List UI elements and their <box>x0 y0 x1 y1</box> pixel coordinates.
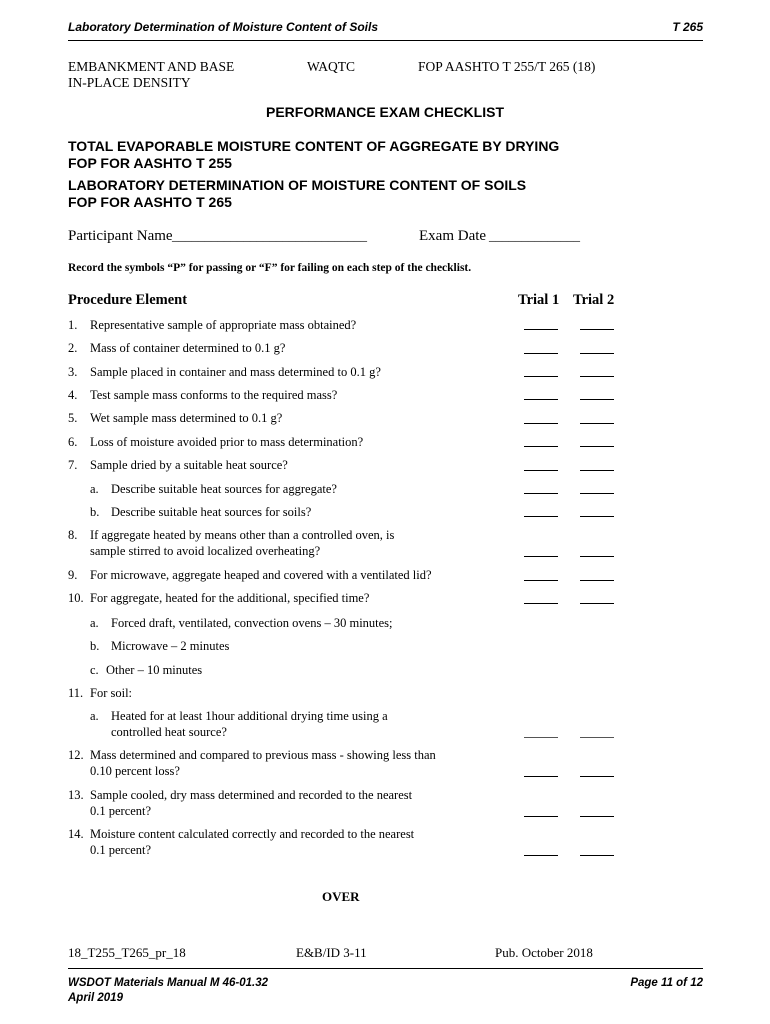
running-header-title: Laboratory Determination of Moisture Content of Soils <box>68 20 379 34</box>
item-text: For aggregate, heated for the additional, specified time? <box>90 591 370 605</box>
publication-date: Pub. October 2018 <box>495 945 593 960</box>
item-number: c. <box>90 663 99 677</box>
trial-1-heading: Trial 1 <box>518 292 560 308</box>
manual-date: April 2019 <box>68 992 123 1004</box>
item-number: 4. <box>68 388 78 402</box>
item-text: Forced draft, ventilated, convection ovens – 30 minutes; <box>111 616 393 630</box>
item-number: a. <box>90 482 99 496</box>
item-text: 0.1 percent? <box>90 843 152 857</box>
instructions: Record the symbols “P” for passing or “F” for failing on each step of the checklist. <box>68 262 472 274</box>
heading-line-1: TOTAL EVAPORABLE MOISTURE CONTENT OF AGGREGATE BY DRYING <box>68 138 560 154</box>
trial-1-blank[interactable] <box>524 423 558 424</box>
item-number: 10. <box>68 591 84 605</box>
trial-1-blank[interactable] <box>524 399 558 400</box>
item-number: 5. <box>68 411 78 425</box>
item-text: Heated for at least 1hour additional drying time using a <box>111 709 388 723</box>
item-text: For microwave, aggregate heaped and covered with a ventilated lid? <box>90 568 432 582</box>
trial-1-blank[interactable] <box>524 470 558 471</box>
running-header-code: T 265 <box>672 20 703 34</box>
participant-name-label: Participant Name <box>68 228 173 244</box>
running-header <box>68 20 703 41</box>
item-text: Wet sample mass determined to 0.1 g? <box>90 411 283 425</box>
item-text: controlled heat source? <box>111 725 227 739</box>
trial-2-heading: Trial 2 <box>573 292 615 308</box>
exam-date-label: Exam Date <box>419 228 487 244</box>
item-text: Sample dried by a suitable heat source? <box>90 458 288 472</box>
running-footer <box>68 968 703 1009</box>
item-text: Sample cooled, dry mass determined and recorded to the nearest <box>90 788 413 802</box>
trial-1-blank[interactable] <box>524 855 558 856</box>
item-text: Mass of container determined to 0.1 g? <box>90 341 286 355</box>
heading-line-2: FOP FOR AASHTO T 255 <box>68 155 232 171</box>
item-number: 11. <box>68 686 84 700</box>
item-text: Describe suitable heat sources for aggregate? <box>111 482 337 496</box>
trial-1-blank[interactable] <box>524 493 558 494</box>
item-number: b. <box>90 505 100 519</box>
trial-1-blank[interactable] <box>524 353 558 354</box>
trial-1-blank[interactable] <box>524 556 558 557</box>
trial-2-blank[interactable] <box>580 603 614 604</box>
trial-2-blank[interactable] <box>580 470 614 471</box>
item-text: Mass determined and compared to previous mass - showing less than <box>90 748 436 762</box>
trial-1-blank[interactable] <box>524 446 558 447</box>
trial-1-blank[interactable] <box>524 516 558 517</box>
trial-2-blank[interactable] <box>580 737 614 738</box>
item-number: 1. <box>68 318 78 332</box>
item-text: Loss of moisture avoided prior to mass determination? <box>90 435 364 449</box>
trial-2-blank[interactable] <box>580 353 614 354</box>
procedure-element-heading: Procedure Element <box>68 292 188 308</box>
item-number: 13. <box>68 788 84 802</box>
trial-1-blank[interactable] <box>524 776 558 777</box>
manual-title: WSDOT Materials Manual M 46-01.32 <box>68 977 269 989</box>
trial-2-blank[interactable] <box>580 493 614 494</box>
trial-1-blank[interactable] <box>524 580 558 581</box>
trial-2-blank[interactable] <box>580 376 614 377</box>
item-text: If aggregate heated by means other than a controlled oven, is <box>90 528 395 542</box>
item-number: 14. <box>68 827 84 841</box>
section-code: E&B/ID 3-11 <box>296 945 367 960</box>
trial-1-blank[interactable] <box>524 737 558 738</box>
item-text: Describe suitable heat sources for soils? <box>111 505 312 519</box>
exam-date-blank: ______________ <box>489 228 580 243</box>
organization: WAQTC <box>307 59 355 74</box>
program-line-1: EMBANKMENT AND BASE <box>68 59 235 74</box>
item-number: 8. <box>68 528 78 542</box>
trial-2-blank[interactable] <box>580 816 614 817</box>
trial-2-blank[interactable] <box>580 855 614 856</box>
checklist-title: PERFORMANCE EXAM CHECKLIST <box>265 104 504 120</box>
item-number: a. <box>90 709 99 723</box>
trial-1-blank[interactable] <box>524 329 558 330</box>
item-number: 12. <box>68 748 84 762</box>
item-text: sample stirred to avoid localized overheating? <box>90 544 321 558</box>
item-text: Test sample mass conforms to the required mass? <box>90 388 338 402</box>
trial-2-blank[interactable] <box>580 516 614 517</box>
program-line-2: IN-PLACE DENSITY <box>68 75 191 90</box>
trial-2-blank[interactable] <box>580 776 614 777</box>
page-number: Page 11 of 12 <box>630 977 703 989</box>
item-number: a. <box>90 616 99 630</box>
trial-2-blank[interactable] <box>580 556 614 557</box>
document-code: 18_T255_T265_pr_18 <box>68 945 186 960</box>
item-text: 0.1 percent? <box>90 804 152 818</box>
item-text: 0.10 percent loss? <box>90 764 180 778</box>
item-number: 7. <box>68 458 78 472</box>
item-text: Other – 10 minutes <box>106 663 203 677</box>
item-number: 2. <box>68 341 78 355</box>
item-text: Sample placed in container and mass determined to 0.1 g? <box>90 365 381 379</box>
trial-1-blank[interactable] <box>524 603 558 604</box>
trial-2-blank[interactable] <box>580 423 614 424</box>
item-number: 6. <box>68 435 78 449</box>
trial-2-blank[interactable] <box>580 580 614 581</box>
item-number: 9. <box>68 568 78 582</box>
item-text: Representative sample of appropriate mass obtained? <box>90 318 357 332</box>
method-reference: FOP AASHTO T 255/T 265 (18) <box>418 59 596 74</box>
trial-2-blank[interactable] <box>580 446 614 447</box>
trial-1-blank[interactable] <box>524 376 558 377</box>
heading-line-3: LABORATORY DETERMINATION OF MOISTURE CONTENT OF SOILS <box>68 177 527 193</box>
item-text: Microwave – 2 minutes <box>111 639 230 653</box>
heading-line-4: FOP FOR AASHTO T 265 <box>68 194 232 210</box>
over-label: OVER <box>322 889 360 904</box>
participant-name-blank: ______________________________ <box>172 228 367 243</box>
item-text: Moisture content calculated correctly and recorded to the nearest <box>90 827 415 841</box>
trial-2-blank[interactable] <box>580 329 614 330</box>
item-number: b. <box>90 639 100 653</box>
trial-2-blank[interactable] <box>580 399 614 400</box>
item-text: For soil: <box>90 686 133 700</box>
trial-1-blank[interactable] <box>524 816 558 817</box>
item-number: 3. <box>68 365 78 379</box>
